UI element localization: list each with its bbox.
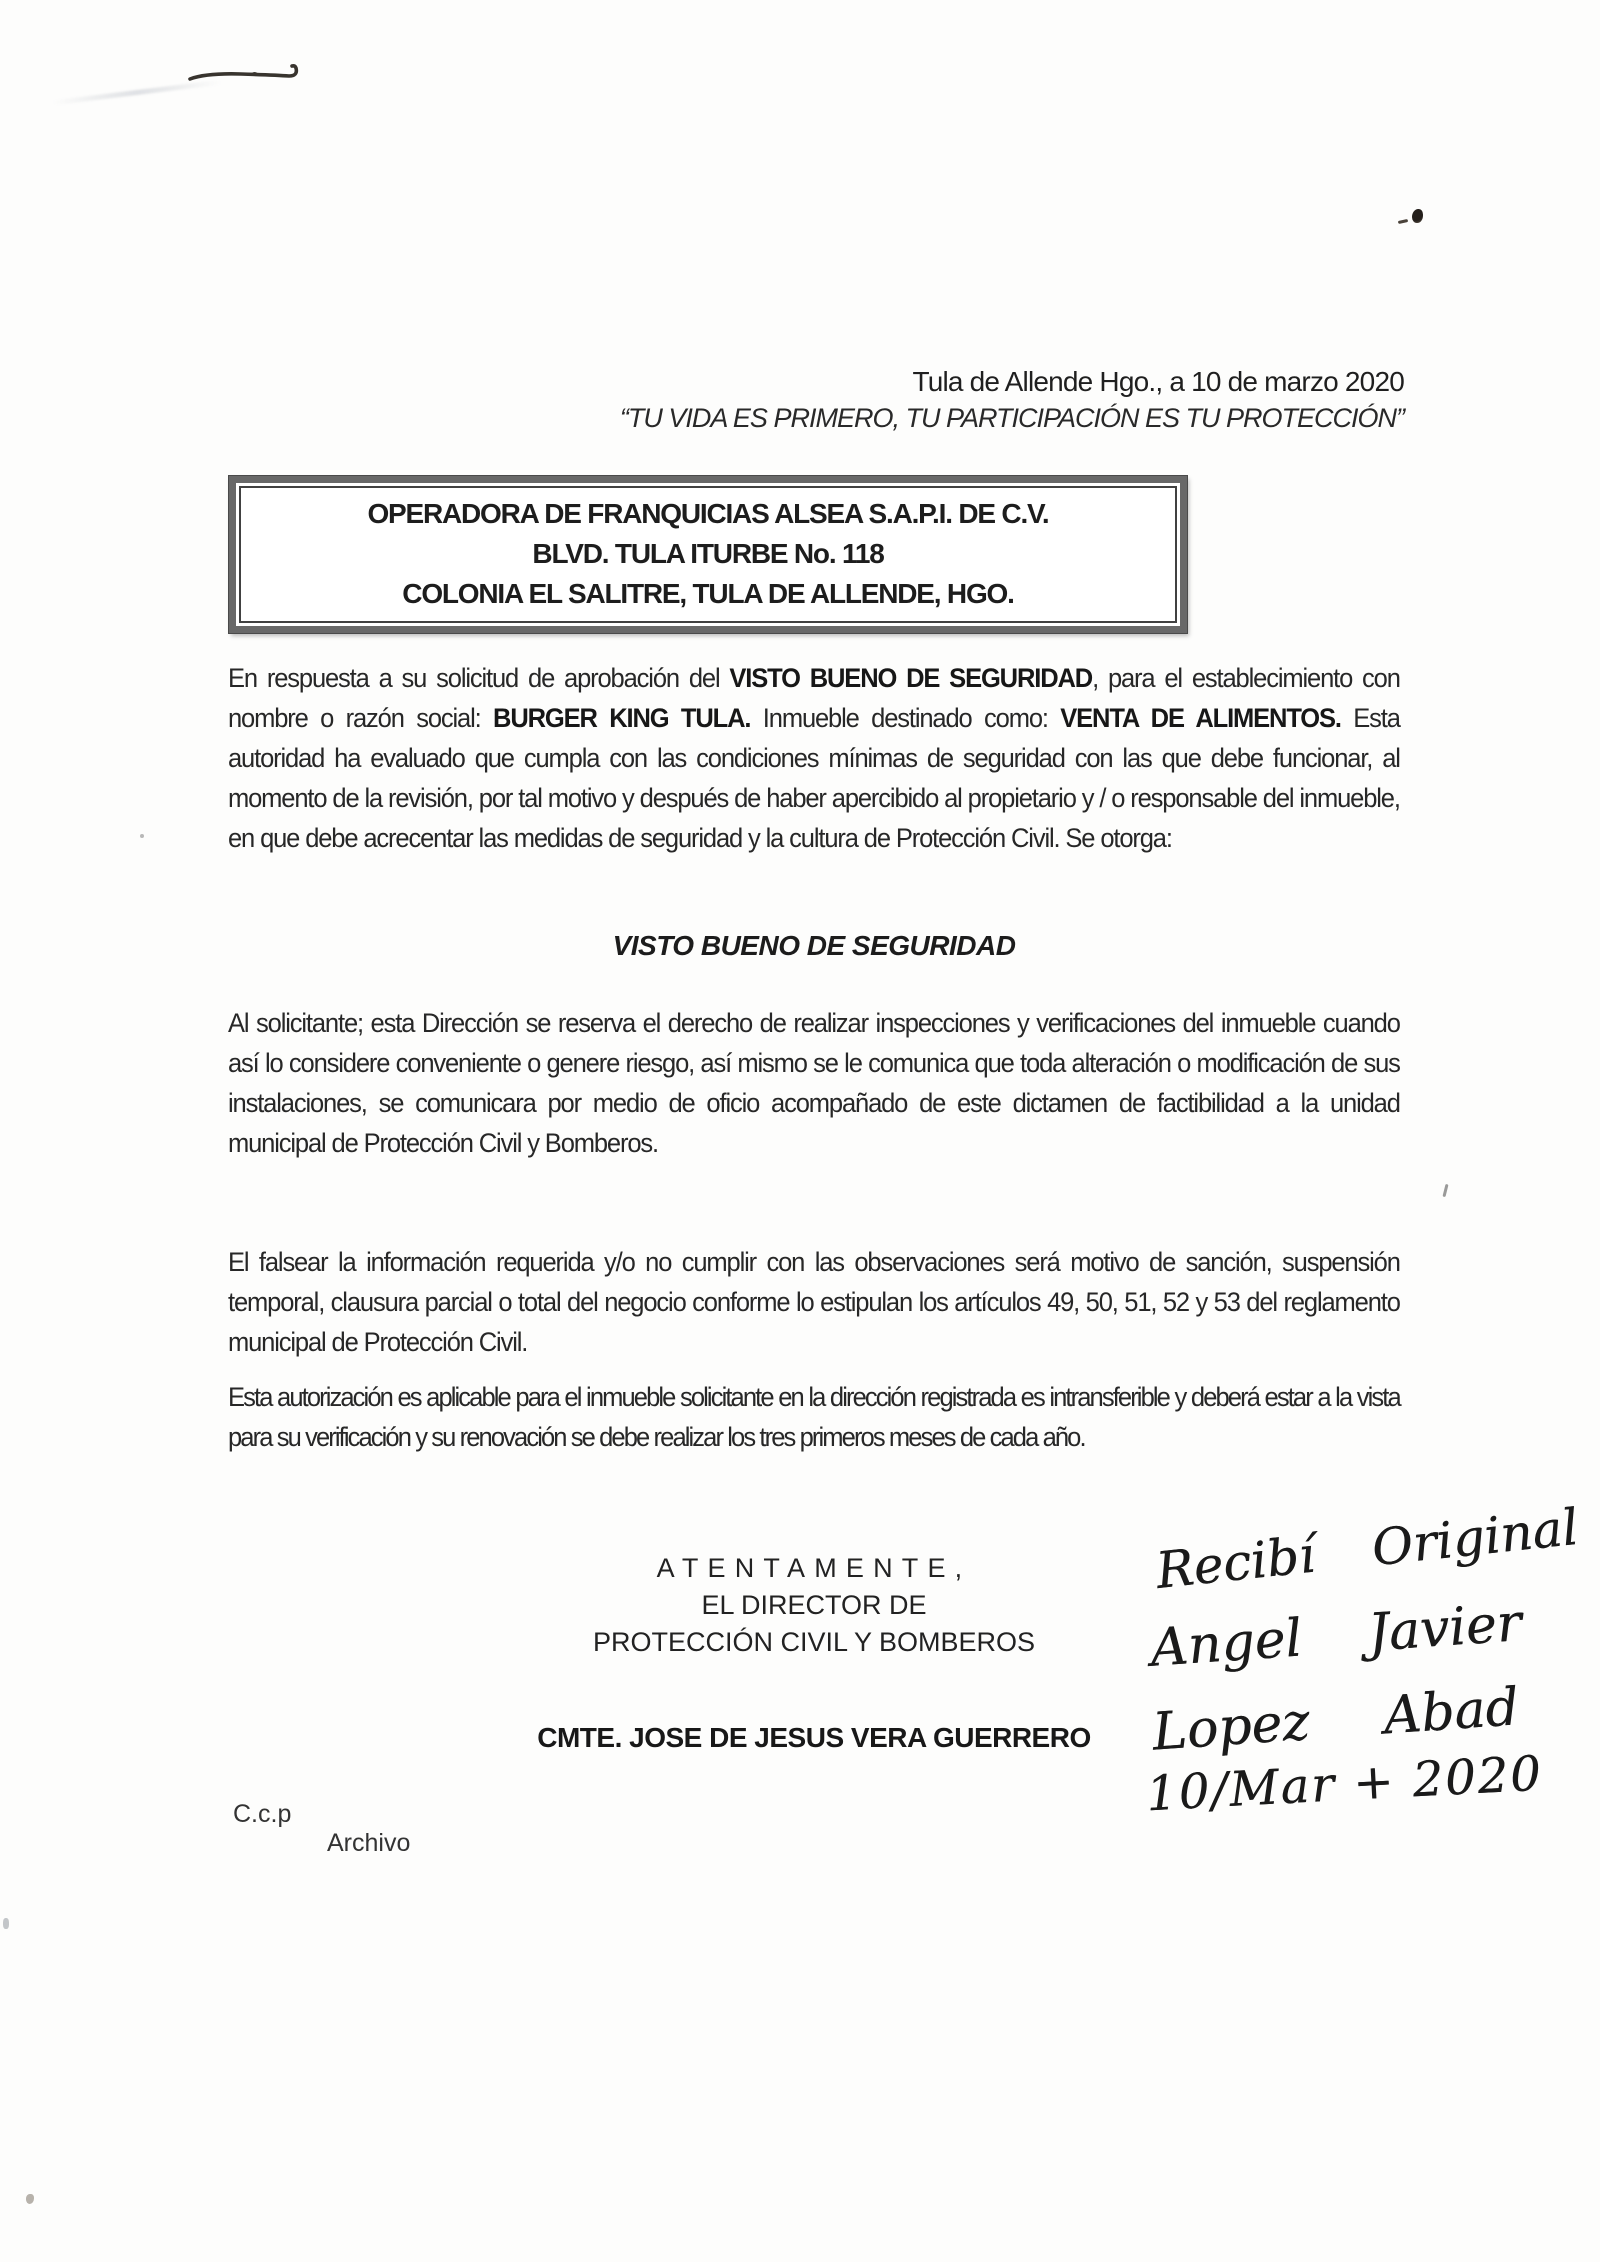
ink-speck — [1398, 219, 1408, 224]
signatory-title-line-1: EL DIRECTOR DE — [701, 1590, 927, 1620]
header-block — [400, 366, 1404, 434]
paragraph-validity: Esta autorización es aplicable para el inmueble solicitante en la dirección registrada es intransferible y deberá estar a la vista para su verificación y su renovación se debe realizar los tres primeros meses de cada año. — [228, 1382, 1400, 1452]
recipient-address-inner — [239, 486, 1177, 623]
pencil-smudge-artifact — [52, 80, 221, 106]
ink-speck — [140, 834, 144, 838]
paragraph-sanctions: El falsear la información requerida y/o no cumplir con las observaciones será motivo de sanción, suspensión temporal, clausura parcial o total del negocio conforme lo estipulan los artículos 49, 50, 51, 52 y 53 del reglamento municipal de Protección Civil. — [228, 1247, 1400, 1357]
ink-speck — [1412, 209, 1423, 223]
ink-speck — [1442, 1184, 1448, 1197]
signatory-name: CMTE. JOSE DE JESUS VERA GUERRERO — [537, 1722, 1091, 1753]
recipient-company: OPERADORA DE FRANQUICIAS ALSEA S.A.P.I. DE C.V. — [367, 498, 1049, 529]
document-title: VISTO BUENO DE SEGURIDAD — [612, 930, 1016, 961]
handwritten-line-4: 10/Mar + 2020 — [1144, 1745, 1545, 1823]
handwritten-line-2: Angel Javier — [1148, 1593, 1524, 1679]
ink-speck — [26, 2194, 34, 2204]
motto-line: “TU VIDA ES PRIMERO, TU PARTICIPACIÓN ES TU PROTECCIÓN” — [619, 403, 1404, 433]
paragraph-inspections: Al solicitante; esta Dirección se reserva el derecho de realizar inspecciones y verificaciones del inmueble cuando así lo considere conveniente o genere riesgo, así mismo se le comunica que toda alteración o modificación de sus instalaciones, se comunicara por medio de oficio acompañado de este dictamen de factibilidad a la unidad municipal de Protección Civil y Bomberos. — [228, 1008, 1400, 1158]
handwritten-line-1: Recibí Original — [1153, 1497, 1581, 1601]
signatory-title-line-2: PROTECCIÓN CIVIL Y BOMBEROS — [592, 1627, 1036, 1657]
cc-label: C.c.p — [233, 1800, 292, 1828]
scan-edge-mark — [3, 1918, 9, 1929]
recipient-address-box — [229, 476, 1187, 633]
salutation: ATENTAMENTE, — [656, 1553, 972, 1583]
paragraph-introduction: En respuesta a su solicitud de aprobación del VISTO BUENO DE SEGURIDAD, para el establecimiento con nombre o razón social: BURGER KING TULA. Inmueble destinado como: VENTA DE ALIMENTOS. Esta autoridad ha evaluado que cumpla con las condiciones mínimas de seguridad con las que debe funcionar, al momento de la revisión, por tal motivo y después de haber apercibido al propietario y / o responsable del inmueble, en que debe acrecentar las medidas de seguridad y la cultura de Protección Civil. Se otorga: — [228, 663, 1400, 853]
handwritten-line-3: Lopez Abad — [1150, 1677, 1521, 1763]
recipient-street: BLVD. TULA ITURBE No. 118 — [532, 538, 884, 569]
recipient-city: COLONIA EL SALITRE, TULA DE ALLENDE, HGO. — [402, 578, 1014, 609]
cc-item-archivo: Archivo — [327, 1829, 411, 1857]
date-line: Tula de Allende Hgo., a 10 de marzo 2020 — [912, 366, 1404, 397]
